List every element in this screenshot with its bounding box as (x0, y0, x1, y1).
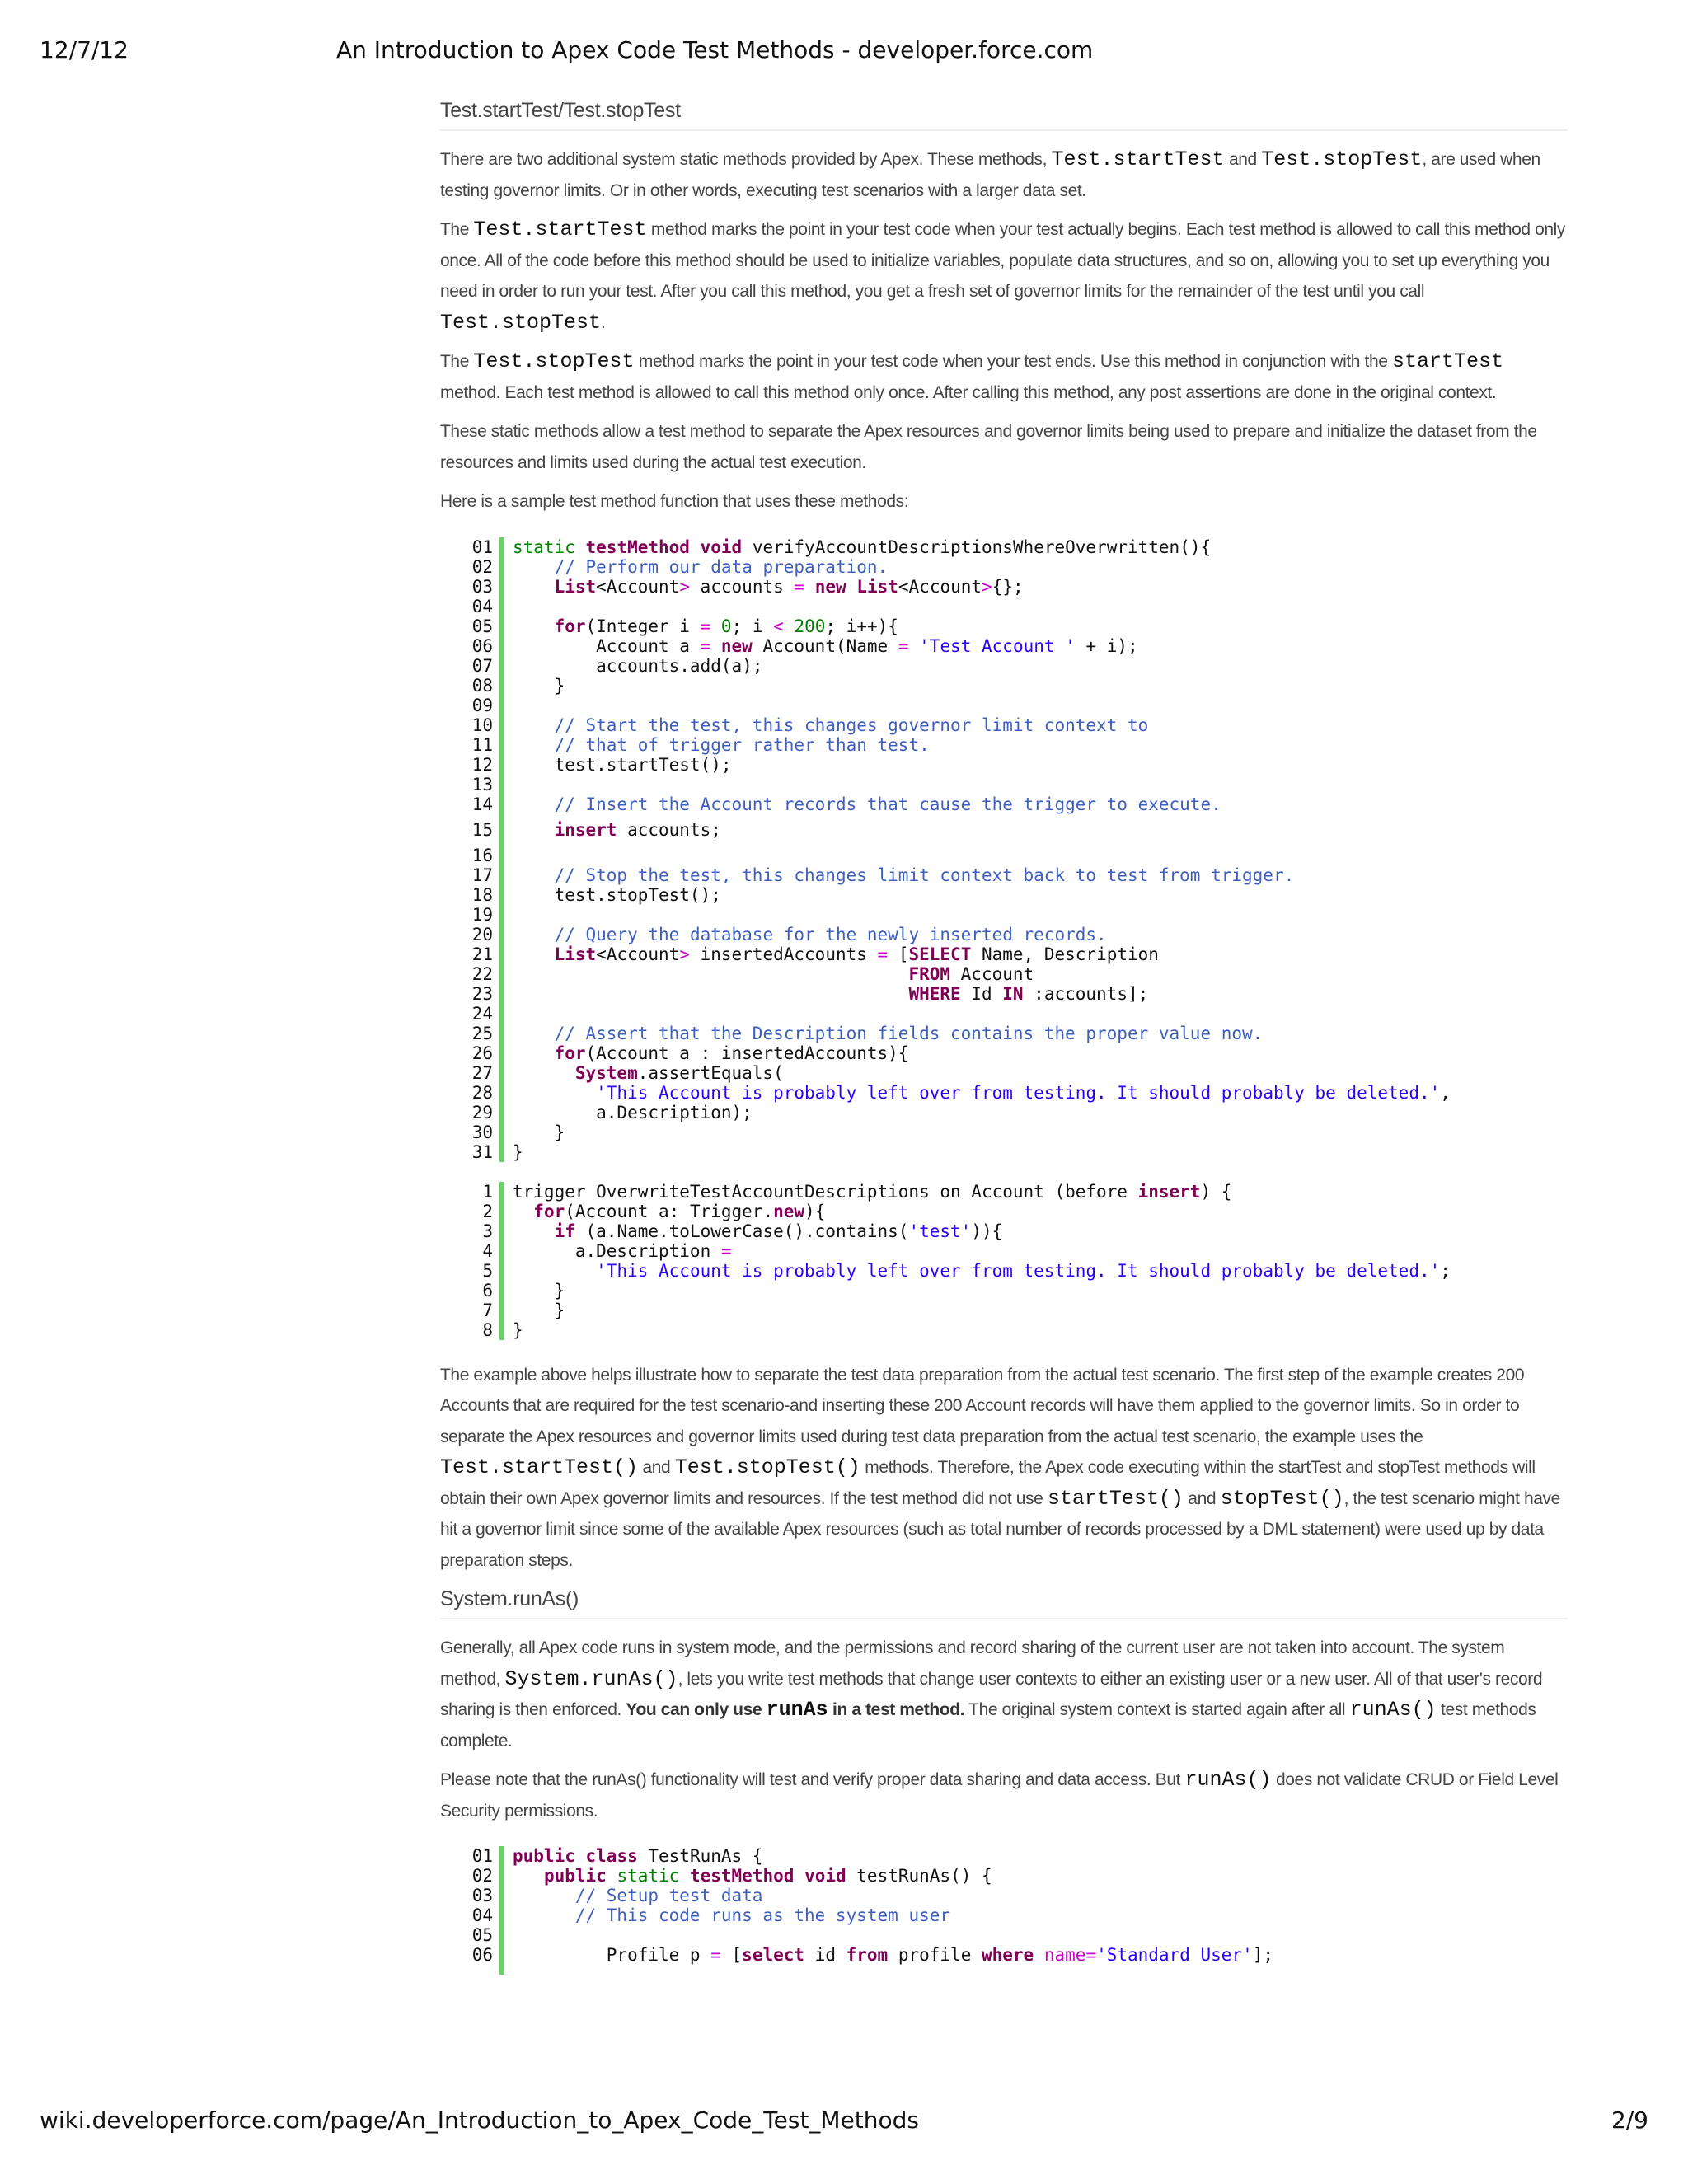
code-text: for(Account a : insertedAccounts){ (554, 1043, 909, 1063)
inline-code: Test.stopTest (473, 349, 635, 373)
code-text: List<Account> insertedAccounts = [SELECT Name, Description (554, 944, 1159, 964)
paragraph: These static methods allow a test method to separate the Apex resources and governor limits being used to prepare and initialize the dataset from the resources and limits used during the actual test execution. (440, 422, 1537, 472)
code-gutter-bar (499, 696, 504, 715)
line-number: 4 (482, 1240, 493, 1261)
page-number: 2/9 (1611, 2107, 1648, 2134)
code-text (513, 775, 523, 794)
code-line (463, 794, 1568, 814)
code-gutter-bar (499, 1945, 504, 1975)
code-line (463, 1241, 1568, 1261)
code-text (513, 905, 523, 925)
line-number: 08 (471, 675, 493, 696)
code-text: } (513, 1300, 565, 1320)
line-number: 24 (471, 1003, 493, 1024)
code-gutter-bar (499, 1846, 504, 1866)
inline-code: Test.stopTest (1261, 148, 1423, 171)
code-line (463, 1063, 1568, 1083)
code-block-trigger (463, 1182, 1568, 1340)
code-line (463, 865, 1568, 885)
code-gutter-bar (499, 775, 504, 794)
line-number: 01 (471, 1846, 493, 1866)
line-number: 09 (471, 695, 493, 715)
section-heading-runas: System.runAs() (440, 1587, 1568, 1619)
code-line (463, 1301, 1568, 1320)
code-line (463, 905, 1568, 925)
line-number: 1 (482, 1181, 493, 1202)
code-line (463, 656, 1568, 676)
code-line (463, 597, 1568, 616)
code-gutter-bar (499, 1043, 504, 1063)
code-text: } (513, 1122, 565, 1142)
code-gutter-bar (499, 984, 504, 1004)
line-number: 03 (471, 576, 493, 597)
line-number: 11 (471, 734, 493, 755)
code-line (463, 715, 1568, 735)
code-text: Account a = new Account(Name = 'Test Account ' + i); (513, 635, 1138, 656)
code-text: 'This Account is probably left over from testing. It should probably be deleted.'; (596, 1260, 1451, 1281)
line-number: 5 (482, 1260, 493, 1281)
inline-code: Test.startTest (1051, 148, 1225, 171)
code-line (463, 1905, 1568, 1925)
line-number: 03 (471, 1886, 493, 1905)
code-line (463, 1281, 1568, 1301)
code-gutter-bar (499, 1241, 504, 1261)
line-number: 6 (482, 1280, 493, 1301)
code-gutter-bar (499, 1886, 504, 1905)
code-line (463, 944, 1568, 964)
code-text: WHERE Id IN :accounts]; (908, 983, 1149, 1004)
inline-code: System.runAs() (504, 1666, 678, 1691)
code-line (463, 814, 1568, 846)
code-line (463, 577, 1568, 597)
code-line (463, 925, 1568, 944)
code-line (463, 1122, 1568, 1142)
line-number: 20 (471, 924, 493, 944)
inline-code: Test.stopTest (440, 310, 602, 335)
line-number: 05 (471, 616, 493, 636)
code-line (463, 636, 1568, 656)
code-text: System.assertEquals( (574, 1062, 784, 1083)
line-number: 7 (482, 1300, 493, 1320)
print-page-title: An Introduction to Apex Code Test Methods - developer.force.com (336, 36, 1094, 63)
code-text: // Start the test, this changes governor limit context to (554, 715, 1149, 735)
paragraph: There are two additional system static methods provided by Apex. These methods, Test.startTest and Test.stopTest, are used when testing governor limits. Or in other words, executing test scenarios with a larger data set. (440, 148, 1540, 200)
code-line (463, 1886, 1568, 1905)
code-gutter-bar (499, 636, 504, 656)
line-number: 07 (471, 655, 493, 676)
inline-code: Test.startTest() (440, 1455, 639, 1479)
code-line (463, 1142, 1568, 1162)
line-number: 01 (471, 537, 493, 557)
code-gutter-bar (499, 735, 504, 755)
code-text: public class TestRunAs { (513, 1846, 763, 1866)
code-gutter-bar (499, 846, 504, 865)
line-number: 31 (471, 1141, 493, 1162)
line-number: 18 (471, 884, 493, 905)
code-text: 'This Account is probably left over from testing. It should probably be deleted.', (596, 1082, 1451, 1103)
code-text: // that of trigger rather than test. (554, 734, 930, 755)
code-gutter-bar (499, 557, 504, 577)
code-line (463, 1925, 1568, 1945)
code-text (513, 597, 523, 616)
code-gutter-bar (499, 1301, 504, 1320)
inline-code: Test.stopTest() (674, 1455, 860, 1479)
line-number: 02 (471, 556, 493, 577)
code-gutter-bar (499, 1103, 504, 1122)
code-line (463, 846, 1568, 865)
code-line (463, 1945, 1568, 1975)
line-number: 16 (471, 845, 493, 865)
line-number: 2 (482, 1201, 493, 1221)
code-line (463, 1320, 1568, 1340)
code-gutter-bar (499, 1866, 504, 1886)
code-text: accounts.add(a); (513, 655, 763, 676)
code-text: trigger OverwriteTestAccountDescriptions on Account (before insert) { (513, 1181, 1232, 1202)
code-line (463, 1004, 1568, 1024)
code-gutter-bar (499, 794, 504, 814)
code-gutter-bar (499, 1202, 504, 1221)
code-line (463, 984, 1568, 1004)
code-text: a.Description); (513, 1102, 753, 1122)
code-line (463, 676, 1568, 696)
line-number: 04 (471, 596, 493, 616)
line-number: 22 (471, 963, 493, 984)
code-gutter-bar (499, 905, 504, 925)
code-text: test.startTest(); (513, 754, 732, 775)
print-date: 12/7/12 (40, 36, 129, 63)
code-gutter-bar (499, 1281, 504, 1301)
line-number: 30 (471, 1122, 493, 1142)
code-line (463, 616, 1568, 636)
line-number: 25 (471, 1023, 493, 1043)
code-text: // This code runs as the system user (574, 1905, 951, 1925)
line-number: 06 (471, 635, 493, 656)
code-text: // Stop the test, this changes limit context back to test from trigger. (554, 865, 1295, 885)
code-line (463, 964, 1568, 984)
paragraph: The example above helps illustrate how to separate the test data preparation from the actual test scenario. The first step of the example creates 200 Accounts that are required for the test scenario-and inserting these 200 Account records will have them applied to the governor limits. So in order to separate the Apex resources and governor limits used during test data preparation from the actual test scenario, the example uses the Test.startTest() and Test.stopTest() methods. Therefore, the Apex code executing within the startTest and stopTest methods will obtain their own Apex governor limits and resources. If the test method did not use startTest() and stopTest(), the test scenario might have hit a governor limit since some of the available Apex resources (such as total number of records processed by a DML statement) were used up by data preparation steps. (440, 1365, 1560, 1570)
code-gutter-bar (499, 1320, 504, 1340)
paragraph: Generally, all Apex code runs in system mode, and the permissions and record sharing of the current user are not taken into account. The system method, System.runAs(), lets you write test methods that change user contexts to either an existing user or a new user. All of that user's record sharing is then enforced. You can only use runAs in a test method. The original system context is started again after all runAs() test methods complete. (440, 1638, 1543, 1750)
code-gutter-bar (499, 1142, 504, 1162)
line-number: 19 (471, 904, 493, 925)
code-text (513, 696, 523, 715)
code-block-runas (463, 1846, 1568, 1975)
code-gutter-bar (499, 1925, 504, 1945)
code-gutter-bar (499, 814, 504, 846)
paragraph: The Test.startTest method marks the point in your test code when your test actually begins. Each test method is allowed to call this method only once. All of the code before this method should be used to initialize variables, populate data structures, and so on, allowing you to set up everything you need in order to run your test. After you call this method, you get a fresh set of governor limits for the remainder of the test until you call Test.stopTest. (440, 218, 1566, 335)
line-number: 12 (471, 754, 493, 775)
line-number: 21 (471, 944, 493, 964)
code-gutter-bar (499, 597, 504, 616)
paragraph: Please note that the runAs() functionality will test and verify proper data sharing and data access. But runAs() does not validate CRUD or Field Level Security permissions. (440, 1768, 1559, 1821)
code-gutter-bar (499, 865, 504, 885)
code-gutter-bar (499, 1024, 504, 1043)
code-gutter-bar (499, 715, 504, 735)
bold-note: You can only use runAs in a test method. (626, 1698, 965, 1722)
code-line (463, 1043, 1568, 1063)
code-gutter-bar (499, 537, 504, 557)
line-number: 27 (471, 1062, 493, 1083)
code-gutter-bar (499, 885, 504, 905)
code-text: // Setup test data (574, 1886, 763, 1905)
code-text: } (513, 675, 565, 696)
code-line (463, 1261, 1568, 1281)
code-text: // Assert that the Description fields contains the proper value now. (554, 1023, 1264, 1043)
code-text (513, 1925, 523, 1945)
code-line (463, 755, 1568, 775)
code-text: if (a.Name.toLowerCase().contains('test')){ (554, 1221, 1003, 1241)
inline-code: startTest (1391, 349, 1503, 373)
code-text: // Insert the Account records that cause the trigger to execute. (554, 794, 1221, 814)
code-line (463, 775, 1568, 794)
code-gutter-bar (499, 925, 504, 944)
code-text: } (513, 1280, 565, 1301)
code-text (513, 846, 523, 865)
code-text: } (513, 1319, 523, 1340)
article-content (440, 91, 1568, 1994)
code-text: for(Integer i = 0; i < 200; i++){ (554, 616, 898, 636)
paragraph: Here is a sample test method function that uses these methods: (440, 492, 909, 511)
code-text: insert accounts; (554, 819, 721, 840)
code-text: public static testMethod void testRunAs() { (543, 1866, 992, 1886)
code-text: } (513, 1141, 523, 1162)
code-line (463, 1182, 1568, 1202)
section-heading-starttest: Test.startTest/Test.stopTest (440, 99, 1568, 131)
code-line (463, 1866, 1568, 1886)
code-gutter-bar (499, 1083, 504, 1103)
line-number: 04 (471, 1905, 493, 1925)
line-number: 29 (471, 1102, 493, 1122)
code-gutter-bar (499, 755, 504, 775)
code-text: Profile p = [select id from profile where name='Standard User']; (513, 1945, 1274, 1965)
line-number: 17 (471, 865, 493, 885)
line-number: 15 (471, 819, 493, 840)
code-line (463, 1083, 1568, 1103)
line-number: 05 (471, 1925, 493, 1945)
code-text: // Perform our data preparation. (554, 556, 889, 577)
code-gutter-bar (499, 676, 504, 696)
code-line (463, 1202, 1568, 1221)
line-number: 23 (471, 983, 493, 1004)
inline-code: startTest() (1047, 1486, 1184, 1511)
code-gutter-bar (499, 1261, 504, 1281)
line-number: 14 (471, 794, 493, 814)
code-line (463, 1221, 1568, 1241)
code-gutter-bar (499, 577, 504, 597)
code-line (463, 1846, 1568, 1866)
code-line (463, 735, 1568, 755)
print-url: wiki.developerforce.com/page/An_Introduction_to_Apex_Code_Test_Methods (40, 2107, 920, 2134)
code-line (463, 1024, 1568, 1043)
code-line (463, 696, 1568, 715)
code-line (463, 537, 1568, 557)
code-gutter-bar (499, 1905, 504, 1925)
code-line (463, 557, 1568, 577)
code-text: FROM Account (908, 963, 1034, 984)
paragraph: The Test.stopTest method marks the point in your test code when your test ends. Use this method in conjunction with the startTest method. Each test method is allowed to call this method only once. After calling this method, any post assertions are done in the original context. (440, 349, 1503, 402)
code-text: a.Description = (513, 1240, 732, 1261)
line-number: 8 (482, 1319, 493, 1340)
code-block-test-method (463, 537, 1568, 1162)
code-gutter-bar (499, 944, 504, 964)
line-number: 06 (471, 1945, 493, 1965)
code-gutter-bar (499, 656, 504, 676)
inline-code: stopTest() (1220, 1486, 1344, 1511)
code-text: // Query the database for the newly inserted records. (554, 924, 1107, 944)
code-gutter-bar (499, 1221, 504, 1241)
code-gutter-bar (499, 1182, 504, 1202)
code-gutter-bar (499, 964, 504, 984)
code-text: static testMethod void verifyAccountDescriptionsWhereOverwritten(){ (513, 537, 1212, 557)
code-gutter-bar (499, 1004, 504, 1024)
line-number: 10 (471, 715, 493, 735)
code-line (463, 1103, 1568, 1122)
line-number: 3 (482, 1221, 493, 1241)
inline-code: Test.startTest (473, 218, 647, 241)
code-text: test.stopTest(); (513, 884, 721, 905)
code-text: List<Account> accounts = new List<Account>{}; (554, 576, 1024, 597)
inline-code: runAs() (1184, 1768, 1272, 1792)
line-number: 13 (471, 774, 493, 794)
code-gutter-bar (499, 1122, 504, 1142)
code-gutter-bar (499, 616, 504, 636)
inline-code: runAs() (1349, 1698, 1437, 1722)
line-number: 02 (471, 1866, 493, 1886)
code-gutter-bar (499, 1063, 504, 1083)
code-line (463, 885, 1568, 905)
line-number: 26 (471, 1043, 493, 1063)
code-text (513, 1004, 523, 1024)
code-text: for(Account a: Trigger.new){ (533, 1201, 826, 1221)
line-number: 28 (471, 1082, 493, 1103)
